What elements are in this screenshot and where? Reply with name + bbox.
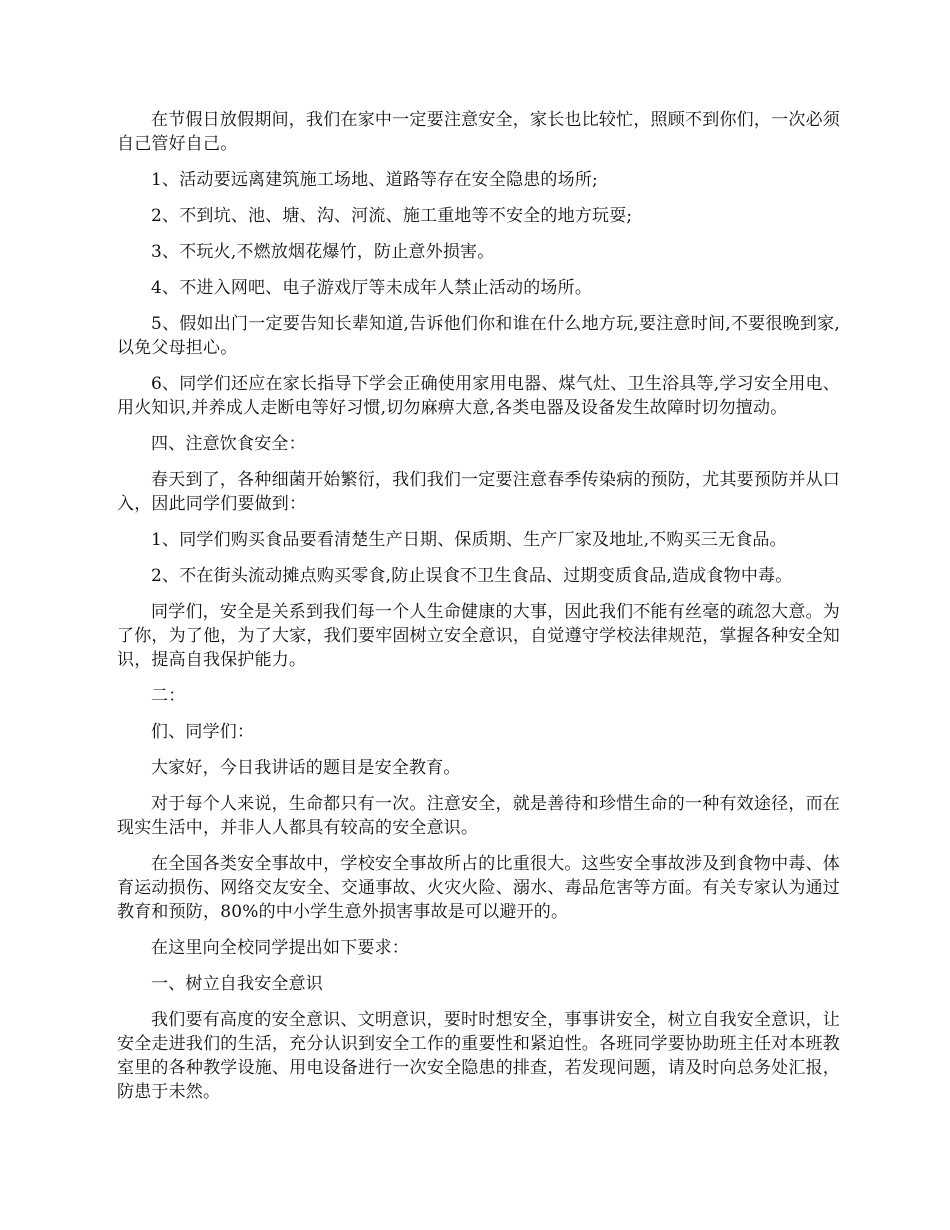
paragraph: 对于每个人来说，生命都只有一次。注意安全，就是善待和珍惜生命的一种有效途径，而在现实生活中，并非人人都具有较高的安全意识。: [117, 794, 840, 838]
paragraph: 3、不玩火,不燃放烟花爆竹，防止意外损害。: [151, 242, 495, 262]
section-heading: 二：: [151, 686, 186, 706]
section-heading: 四、注意饮食安全：: [151, 434, 306, 454]
paragraph: 4、不进入网吧、电子游戏厅等未成年人禁止活动的场所。: [151, 278, 593, 298]
document-body: [117, 108, 840, 1116]
paragraph: 6、同学们还应在家长指导下学会正确使用家用电器、煤气灶、卫生浴具等,学习安全用电、用火知识,并养成人走断电等好习惯,切勿麻痹大意,各类电器及设备发生故障时切勿擅动。: [117, 374, 840, 418]
salutation: 们、同学们：: [151, 722, 255, 742]
paragraph: 5、假如出门一定要告知长辈知道,告诉他们你和谁在什么地方玩,要注意时间,不要很晚到家,以免父母担心。: [117, 314, 840, 358]
paragraph: 1、活动要远离建筑施工场地、道路等存在安全隐患的场所;: [151, 170, 598, 190]
paragraph: 2、不在街头流动摊点购买零食,防止误食不卫生食品、过期变质食品,造成食物中毒。: [151, 566, 793, 586]
paragraph: 在全国各类安全事故中，学校安全事故所占的比重很大。这些安全事故涉及到食物中毒、体育运动损伤、网络交友安全、交通事故、火灾火险、溺水、毒品危害等方面。有关专家认为通过教育和预防，80%的中小学生意外损害事故是可以避开的。: [117, 854, 840, 922]
paragraph: 在这里向全校同学提出如下要求：: [151, 938, 409, 958]
paragraph: 2、不到坑、池、塘、沟、河流、施工重地等不安全的地方玩耍;: [151, 206, 633, 226]
paragraph: 大家好，今日我讲话的题目是安全教育。: [151, 758, 461, 778]
paragraph: 在节假日放假期间，我们在家中一定要注意安全，家长也比较忙，照顾不到你们，一次必须自己管好自己。: [117, 110, 840, 154]
paragraph: 我们要有高度的安全意识、文明意识，要时时想安全，事事讲安全，树立自我安全意识，让安全走进我们的生活，充分认识到安全工作的重要性和紧迫性。各班同学要协助班主任对本班教室里的各种教学设施、用电设备进行一次安全隐患的排查，若发现问题，请及时向总务处汇报，防患于未然。: [117, 1010, 840, 1102]
section-heading: 一、树立自我安全意识: [151, 974, 323, 994]
paragraph: 1、同学们购买食品要看清楚生产日期、保质期、生产厂家及地址,不购买三无食品。: [151, 530, 787, 550]
paragraph: 春天到了，各种细菌开始繁衍，我们我们一定要注意春季传染病的预防，尤其要预防并从口入，因此同学们要做到：: [117, 470, 840, 514]
paragraph: 同学们，安全是关系到我们每一个人生命健康的大事，因此我们不能有丝毫的疏忽大意。为了你，为了他，为了大家，我们要牢固树立安全意识，自觉遵守学校法律规范，掌握各种安全知识，提高自我保护能力。: [117, 602, 840, 670]
